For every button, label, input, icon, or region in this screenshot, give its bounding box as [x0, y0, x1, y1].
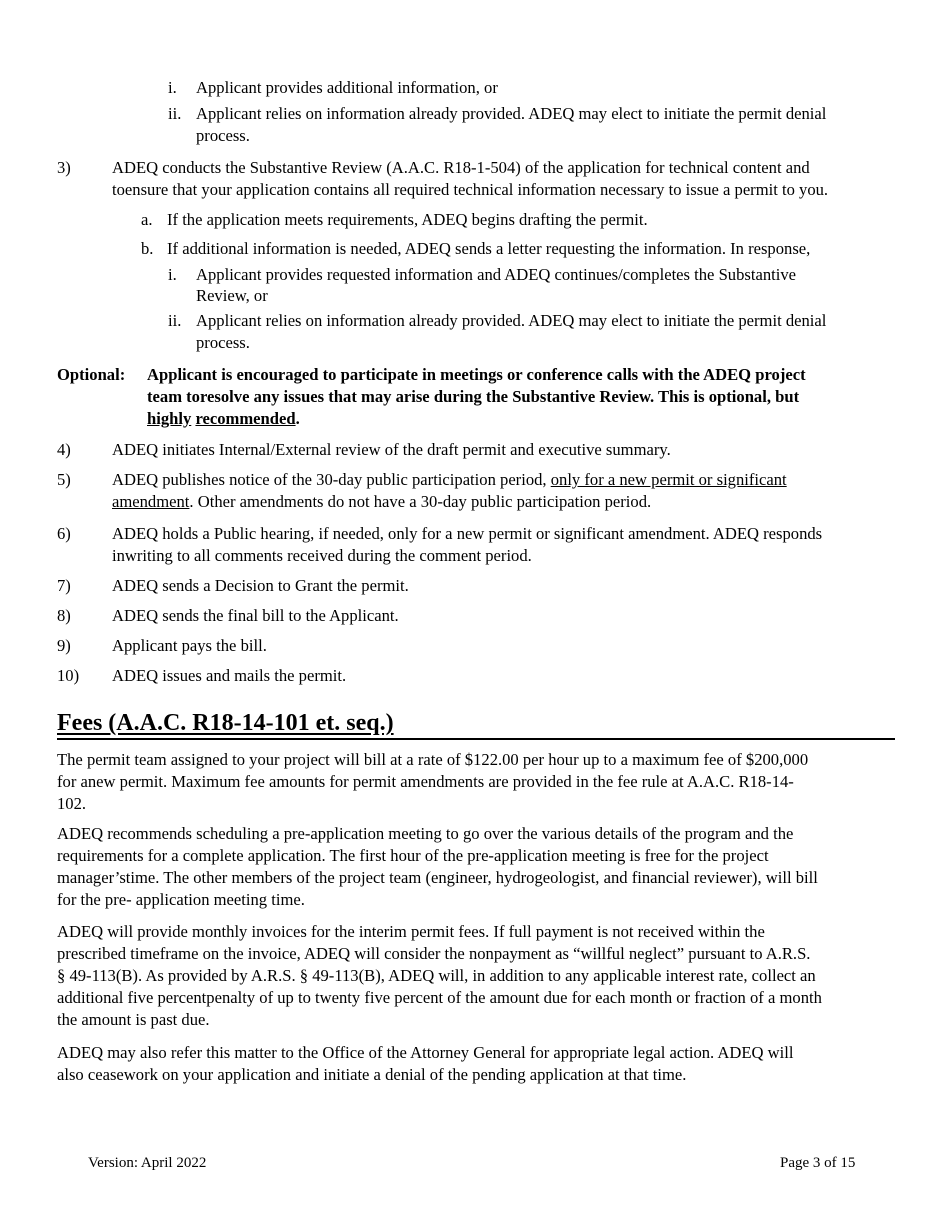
step-number: 7) — [57, 576, 71, 595]
step-number: 8) — [57, 606, 71, 625]
step-text-line2: toensure that your application contains all required technical information necessary to issue a permit to you. — [112, 180, 829, 199]
list-text-line1: Applicant relies on information already provided. ADEQ may elect to initiate the permit denial — [196, 311, 827, 330]
step-number: 5) — [57, 470, 71, 489]
list-text-line1: Applicant relies on information already provided. ADEQ may elect to initiate the permit denial — [196, 104, 827, 123]
step-text-line1: ADEQ holds a Public hearing, if needed, only for a new permit or significant amendment. ADEQ responds — [112, 524, 823, 543]
step-number: 4) — [57, 440, 71, 459]
paragraph-line: also ceasework on your application and initiate a denial of the pending application at that time. — [57, 1065, 687, 1084]
step-text: ADEQ issues and mails the permit. — [112, 666, 347, 685]
paragraph-line: additional five percentpenalty of up to twenty five percent of the amount due for each month or fraction of a month — [57, 988, 822, 1007]
highly-text: highly — [147, 409, 192, 428]
paragraph-line: ADEQ will provide monthly invoices for the interim permit fees. If full payment is not received within the — [57, 922, 765, 941]
paragraph-line: for the pre- application meeting time. — [57, 890, 305, 909]
step-text-underlined: amendment — [112, 492, 190, 511]
fees-paragraph-1 — [57, 749, 887, 815]
list-number: ii. — [168, 311, 182, 330]
footer-page-number: Page 3 of 15 — [780, 1155, 856, 1171]
paragraph-line: ADEQ recommends scheduling a pre-application meeting to go over the various details of the program and the — [57, 824, 794, 843]
paragraph-line: the amount is past due. — [57, 1010, 210, 1029]
list-number: i. — [168, 78, 177, 97]
step-text: ADEQ sends the final bill to the Applicant. — [112, 606, 399, 625]
paragraph-line: requirements for a complete application. The first hour of the pre-application meeting is free for the project — [57, 846, 769, 865]
recommended-text: recommended — [195, 409, 296, 428]
list-text-line2: process. — [196, 126, 250, 145]
optional-text-line3 — [147, 408, 300, 430]
step-text-line2 — [112, 491, 651, 513]
optional-period: . — [295, 409, 300, 428]
sub-item-text: If additional information is needed, ADEQ sends a letter requesting the information. In response, — [167, 239, 811, 258]
fees-heading — [57, 708, 895, 740]
step-text-plain: ADEQ publishes notice of the 30-day public participation period, — [112, 470, 551, 489]
optional-text-line2: team toresolve any issues that may arise during the Substantive Review. This is optional, but — [147, 387, 800, 406]
list-number: ii. — [168, 104, 182, 123]
paragraph-line: ADEQ may also refer this matter to the Office of the Attorney General for appropriate legal action. ADEQ will — [57, 1043, 794, 1062]
step-text: ADEQ initiates Internal/External review of the draft permit and executive summary. — [112, 440, 671, 459]
step-text-line1 — [112, 469, 787, 491]
step-number: 3) — [57, 158, 71, 177]
paragraph-line: manager’stime. The other members of the project team (engineer, hydrogeologist, and financial reviewer), will bill — [57, 868, 818, 887]
sub-item-letter: a. — [141, 210, 153, 229]
step-text: Applicant pays the bill. — [112, 636, 267, 655]
step-number: 10) — [57, 666, 80, 685]
step-text-underlined: only for a new permit or significant — [550, 470, 787, 489]
list-number: i. — [168, 265, 177, 284]
sub-item-text: If the application meets requirements, ADEQ begins drafting the permit. — [167, 210, 648, 229]
step-text-plain: . Other amendments do not have a 30-day public participation period. — [189, 492, 652, 511]
list-text-line2: process. — [196, 333, 250, 352]
step-number: 9) — [57, 636, 71, 655]
optional-text-line1: Applicant is encouraged to participate in meetings or conference calls with the ADEQ project — [147, 365, 806, 384]
fees-paragraph-4 — [57, 1042, 887, 1086]
list-text-line2: Review, or — [196, 286, 268, 305]
optional-label: Optional: — [57, 365, 126, 384]
footer-version: Version: April 2022 — [88, 1155, 207, 1171]
paragraph-line: for anew permit. Maximum fee amounts for permit amendments are provided in the fee rule at A.A.C. R18-14- — [57, 772, 794, 791]
list-text: Applicant provides additional information, or — [196, 78, 498, 97]
list-text-line1: Applicant provides requested information and ADEQ continues/completes the Substantive — [196, 265, 797, 284]
paragraph-line: 102. — [57, 794, 87, 813]
paragraph-line: The permit team assigned to your project will bill at a rate of $122.00 per hour up to a maximum fee of $200,000 — [57, 750, 809, 769]
fees-paragraph-3 — [57, 921, 887, 1031]
step-text: ADEQ sends a Decision to Grant the permit. — [112, 576, 409, 595]
fees-paragraph-2 — [57, 823, 887, 911]
fees-heading-text: Fees (A.A.C. R18-14-101 et. seq.) — [57, 710, 394, 736]
sub-item-letter: b. — [141, 239, 154, 258]
paragraph-line: prescribed timeframe on the invoice, ADEQ will consider the nonpayment as “willful neglect” pursuant to A.R.S. — [57, 944, 811, 963]
step-number: 6) — [57, 524, 71, 543]
paragraph-line: § 49-113(B). As provided by A.R.S. § 49-113(B), ADEQ will, in addition to any applicable interest rate, collect an — [57, 966, 816, 985]
step-text-line2: inwriting to all comments received during the comment period. — [112, 546, 532, 565]
step-text-line1: ADEQ conducts the Substantive Review (A.A.C. R18-1-504) of the application for technical content and — [112, 158, 810, 177]
